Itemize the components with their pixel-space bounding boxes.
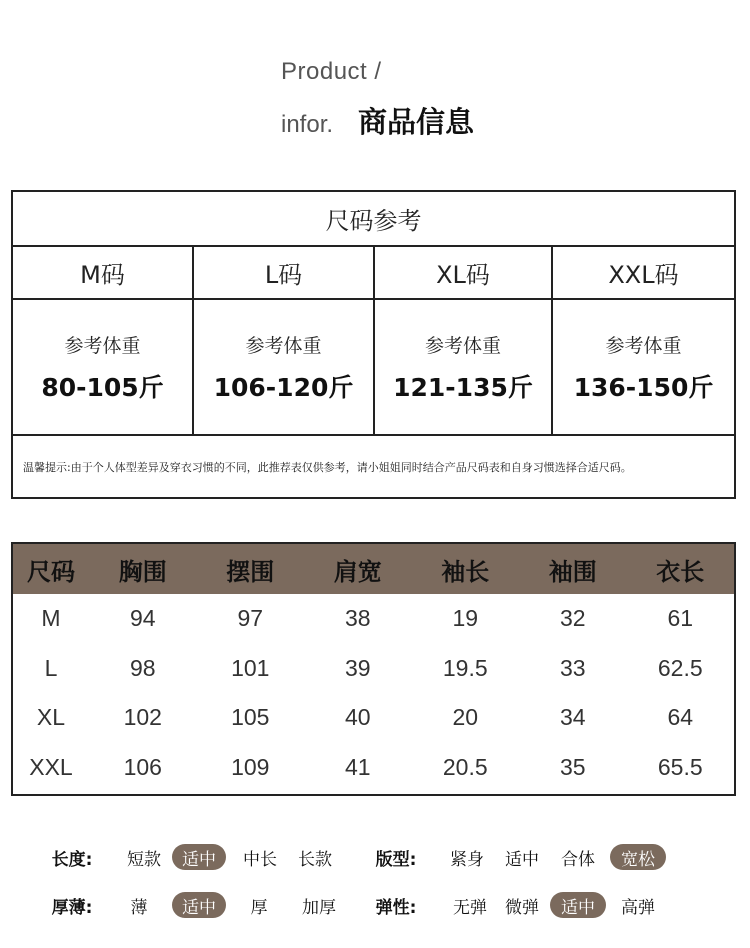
measurement-value-cell: 61 xyxy=(667,605,694,632)
header-title-en-1: Product / xyxy=(281,58,382,85)
size-cell xyxy=(194,247,375,298)
measurement-row xyxy=(13,743,734,793)
measurement-size-cell: XXL xyxy=(29,753,73,780)
measurement-value-cell: 32 xyxy=(559,605,586,632)
elasticity-option: 适中 xyxy=(550,892,606,918)
measurement-header-cell: 衣长 xyxy=(656,557,705,586)
measurement-value-cell: 20.5 xyxy=(442,753,488,780)
header-title-cn: 商品信息 xyxy=(358,105,475,139)
measurement-header-cell: 袖围 xyxy=(548,557,597,586)
length-label: 长度: xyxy=(51,849,93,870)
measurement-value-cell: 101 xyxy=(231,654,270,681)
elasticity-label: 弹性: xyxy=(375,897,417,918)
measurement-value-cell: 40 xyxy=(344,704,371,731)
measurement-value-cell: 65.5 xyxy=(657,753,703,780)
size-label: L码 xyxy=(264,261,303,289)
length-option: 短款 xyxy=(127,849,161,870)
product-info-header xyxy=(281,58,474,141)
measurement-value-cell: 109 xyxy=(231,753,270,780)
measurement-row xyxy=(13,594,734,644)
measurement-value-cell: 62.5 xyxy=(657,654,703,681)
length-option: 适中 xyxy=(172,844,226,870)
thickness-label: 厚薄: xyxy=(51,897,93,918)
measurement-body xyxy=(13,594,734,792)
size-reference-note: 温馨提示:由于个人体型差异及穿衣习惯的不同，此推荐表仅供参考，请小姐姐同时结合产品尺码表和自身习惯选择合适尺码。 xyxy=(23,460,632,474)
thickness-option: 适中 xyxy=(172,892,226,918)
measurement-value-cell: 34 xyxy=(559,704,586,731)
elasticity-option: 高弹 xyxy=(621,897,655,918)
weight-label: 参考体重 xyxy=(605,334,682,357)
thickness-option: 加厚 xyxy=(302,897,336,918)
elasticity-option: 无弹 xyxy=(453,897,487,918)
weight-cell xyxy=(553,300,734,434)
measurement-header-cell: 摆围 xyxy=(226,557,275,586)
size-label: XXL码 xyxy=(608,261,679,289)
measurement-value-cell: 39 xyxy=(344,654,371,681)
size-label: M码 xyxy=(80,261,125,289)
measurement-value-cell: 19.5 xyxy=(442,654,488,681)
size-reference-size-row xyxy=(13,247,734,300)
measurement-size-cell: M xyxy=(41,605,61,632)
measurement-value-cell: 19 xyxy=(452,605,479,632)
weight-range: 121-135斤 xyxy=(393,372,533,402)
weight-cell xyxy=(375,300,553,434)
attribute-row-1 xyxy=(0,842,750,872)
measurement-header-cell: 肩宽 xyxy=(333,557,382,586)
size-cell xyxy=(553,247,734,298)
length-option: 长款 xyxy=(298,849,332,870)
measurement-value-cell: 94 xyxy=(129,605,156,632)
measurement-header-cell: 尺码 xyxy=(27,557,75,586)
header-title-line2 xyxy=(281,100,474,141)
measurement-value-cell: 105 xyxy=(231,704,270,731)
elasticity-option: 微弹 xyxy=(505,897,539,918)
size-reference-weight-row xyxy=(13,300,734,436)
weight-label: 参考体重 xyxy=(424,334,501,357)
measurement-value-cell: 97 xyxy=(237,605,264,632)
measurement-value-cell: 102 xyxy=(123,704,162,731)
size-reference-title: 尺码参考 xyxy=(13,192,734,247)
measurement-table xyxy=(11,542,736,796)
weight-range: 80-105斤 xyxy=(41,372,164,402)
weight-range: 136-150斤 xyxy=(573,372,714,402)
fit-option: 适中 xyxy=(505,849,539,870)
fit-option: 紧身 xyxy=(450,849,484,870)
fit-label: 版型: xyxy=(375,849,417,870)
fit-option: 合体 xyxy=(561,849,595,870)
measurement-header-cell: 袖长 xyxy=(441,557,490,586)
measurement-value-cell: 41 xyxy=(344,753,371,780)
fit-option: 宽松 xyxy=(610,844,666,870)
measurement-row xyxy=(13,644,734,694)
measurement-size-cell: L xyxy=(44,654,58,681)
measurement-value-cell: 106 xyxy=(123,753,162,780)
measurement-value-cell: 35 xyxy=(559,753,586,780)
measurement-value-cell: 33 xyxy=(559,654,586,681)
thickness-option: 厚 xyxy=(250,897,268,918)
weight-label: 参考体重 xyxy=(64,334,141,357)
length-option: 中长 xyxy=(243,849,277,870)
measurement-value-cell: 98 xyxy=(129,654,156,681)
measurement-value-cell: 38 xyxy=(344,605,371,632)
measurement-header-cell: 胸围 xyxy=(118,557,167,586)
size-reference-table xyxy=(11,190,736,499)
measurement-row xyxy=(13,693,734,743)
weight-cell xyxy=(194,300,375,434)
size-cell xyxy=(375,247,553,298)
weight-range: 106-120斤 xyxy=(213,372,354,402)
measurement-size-cell: XL xyxy=(36,704,66,731)
weight-label: 参考体重 xyxy=(245,334,322,357)
weight-cell xyxy=(13,300,194,434)
measurement-header-row xyxy=(13,544,734,594)
attribute-row-2 xyxy=(0,890,750,920)
size-cell xyxy=(13,247,194,298)
measurement-value-cell: 20 xyxy=(452,704,479,731)
size-label: XL码 xyxy=(436,261,490,289)
header-title-en-2: infor. xyxy=(281,111,334,138)
measurement-value-cell: 64 xyxy=(667,704,694,731)
thickness-option: 薄 xyxy=(130,897,148,918)
